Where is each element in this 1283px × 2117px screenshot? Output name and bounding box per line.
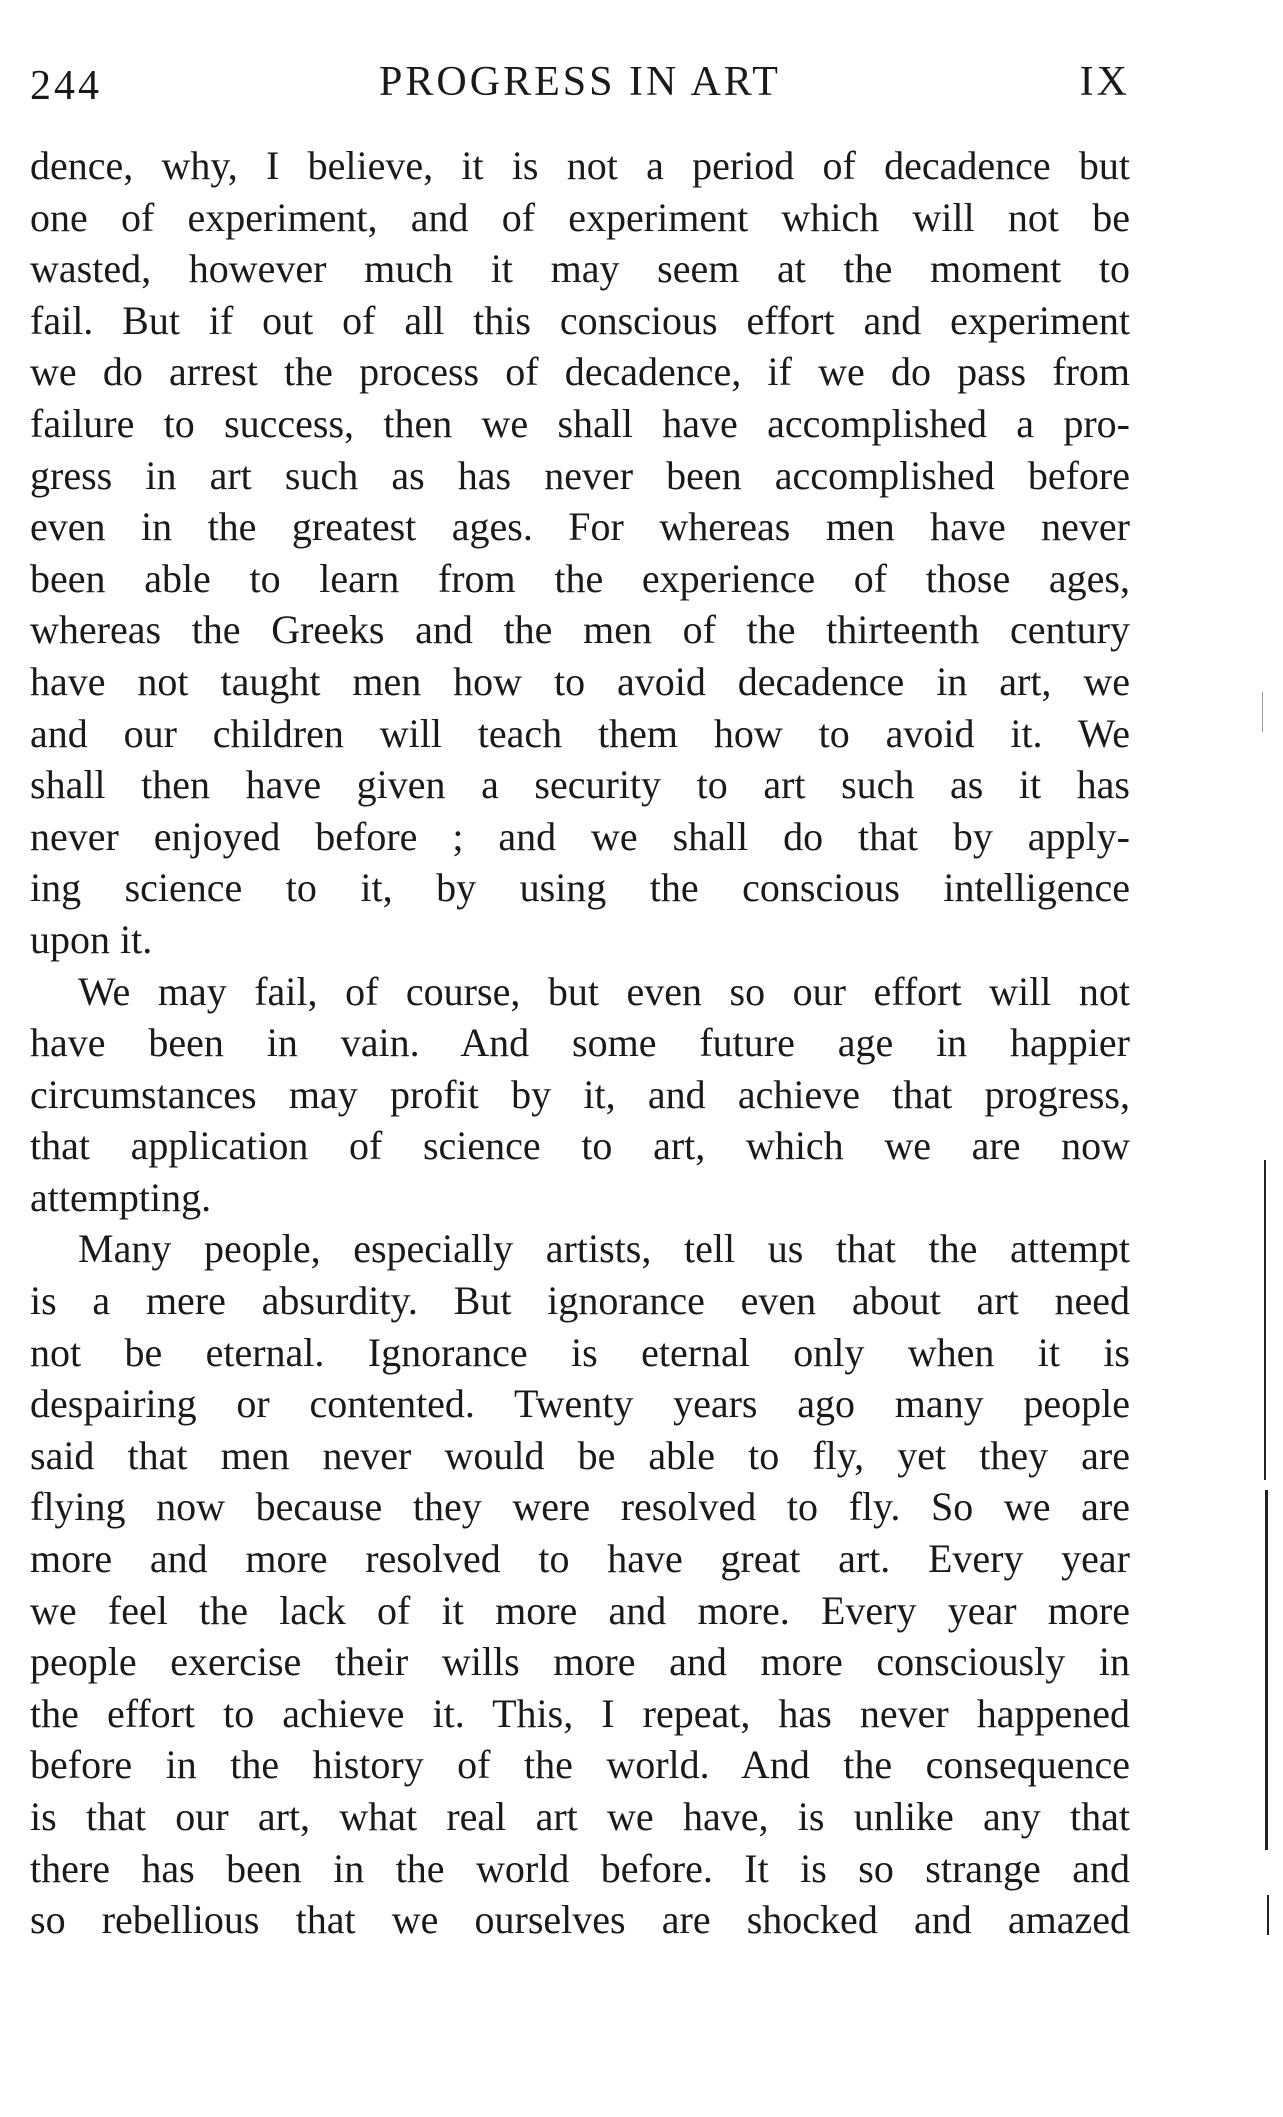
paragraph bbox=[30, 966, 1130, 1224]
text-line: whereas the Greeks and the men of the thirteenth century bbox=[30, 607, 1130, 653]
scan-edge-mark bbox=[1262, 692, 1263, 732]
scan-edge-mark bbox=[1264, 1160, 1266, 1480]
text-line: Many people, especially artists, tell us that the attempt bbox=[78, 1226, 1130, 1272]
text-line: and our children will teach them how to avoid it. We bbox=[30, 710, 1130, 756]
text-line: circumstances may profit by it, and achieve that progress, bbox=[30, 1071, 1130, 1117]
text-line: never enjoyed before ; and we shall do that by apply- bbox=[30, 813, 1130, 859]
paragraph bbox=[30, 1223, 1130, 1945]
running-title: PROGRESS IN ART bbox=[379, 59, 781, 105]
chapter-number: IX bbox=[1079, 59, 1130, 105]
text-line: failure to success, then we shall have accomplished a pro- bbox=[30, 400, 1130, 446]
text-line: ing science to it, by using the conscious intelligence bbox=[30, 865, 1130, 911]
text-line: attempting. bbox=[30, 1174, 212, 1220]
text-line: that application of science to art, which we are now bbox=[30, 1123, 1130, 1169]
text-line: is that our art, what real art we have, is unlike any that bbox=[30, 1794, 1130, 1839]
text-line: gress in art such as has never been accomplished before bbox=[30, 452, 1130, 498]
text-line: not be eternal. Ignorance is eternal only when it is bbox=[30, 1329, 1130, 1375]
text-line: the effort to achieve it. This, I repeat, has never happened bbox=[30, 1690, 1130, 1736]
text-line: said that men never would be able to fly, yet they are bbox=[30, 1432, 1130, 1478]
text-line: people exercise their wills more and more consciously in bbox=[30, 1639, 1130, 1685]
scan-edge-mark bbox=[1267, 1895, 1269, 1935]
text-line: we do arrest the process of decadence, if we do pass from bbox=[30, 349, 1130, 395]
paragraph bbox=[30, 140, 1130, 966]
text-line: more and more resolved to have great art. Every year bbox=[30, 1536, 1130, 1582]
text-line: flying now because they were resolved to fly. So we are bbox=[30, 1484, 1130, 1530]
text-line: there has been in the world before. It is so strange and bbox=[30, 1845, 1130, 1891]
text-line: dence, why, I believe, it is not a period of decadence but bbox=[30, 143, 1130, 188]
page-number: 244 bbox=[30, 63, 102, 109]
text-line: have been in vain. And some future age in happier bbox=[30, 1020, 1130, 1066]
body-text bbox=[30, 140, 1130, 1946]
text-line: been able to learn from the experience of those ages, bbox=[30, 555, 1130, 601]
text-line: shall then have given a security to art such as it has bbox=[30, 762, 1130, 808]
text-line: despairing or contented. Twenty years ago many people bbox=[30, 1381, 1130, 1427]
text-line: before in the history of the world. And the consequence bbox=[30, 1742, 1130, 1788]
scan-edge-mark bbox=[1265, 1490, 1268, 1850]
text-line: have not taught men how to avoid decadence in art, we bbox=[30, 658, 1130, 704]
text-line: so rebellious that we ourselves are shocked and amazed bbox=[30, 1897, 1130, 1943]
text-line: wasted, however much it may seem at the moment to bbox=[30, 246, 1130, 292]
running-header bbox=[30, 52, 1130, 112]
text-line: upon it. bbox=[30, 916, 153, 962]
text-line: is a mere absurdity. But ignorance even about art need bbox=[30, 1278, 1130, 1324]
text-line: we feel the lack of it more and more. Every year more bbox=[30, 1587, 1130, 1633]
text-line: fail. But if out of all this conscious effort and experiment bbox=[30, 297, 1130, 343]
text-line: We may fail, of course, but even so our effort will not bbox=[78, 968, 1130, 1014]
text-line: one of experiment, and of experiment which will not be bbox=[30, 194, 1130, 240]
text-line: even in the greatest ages. For whereas men have never bbox=[30, 504, 1130, 550]
